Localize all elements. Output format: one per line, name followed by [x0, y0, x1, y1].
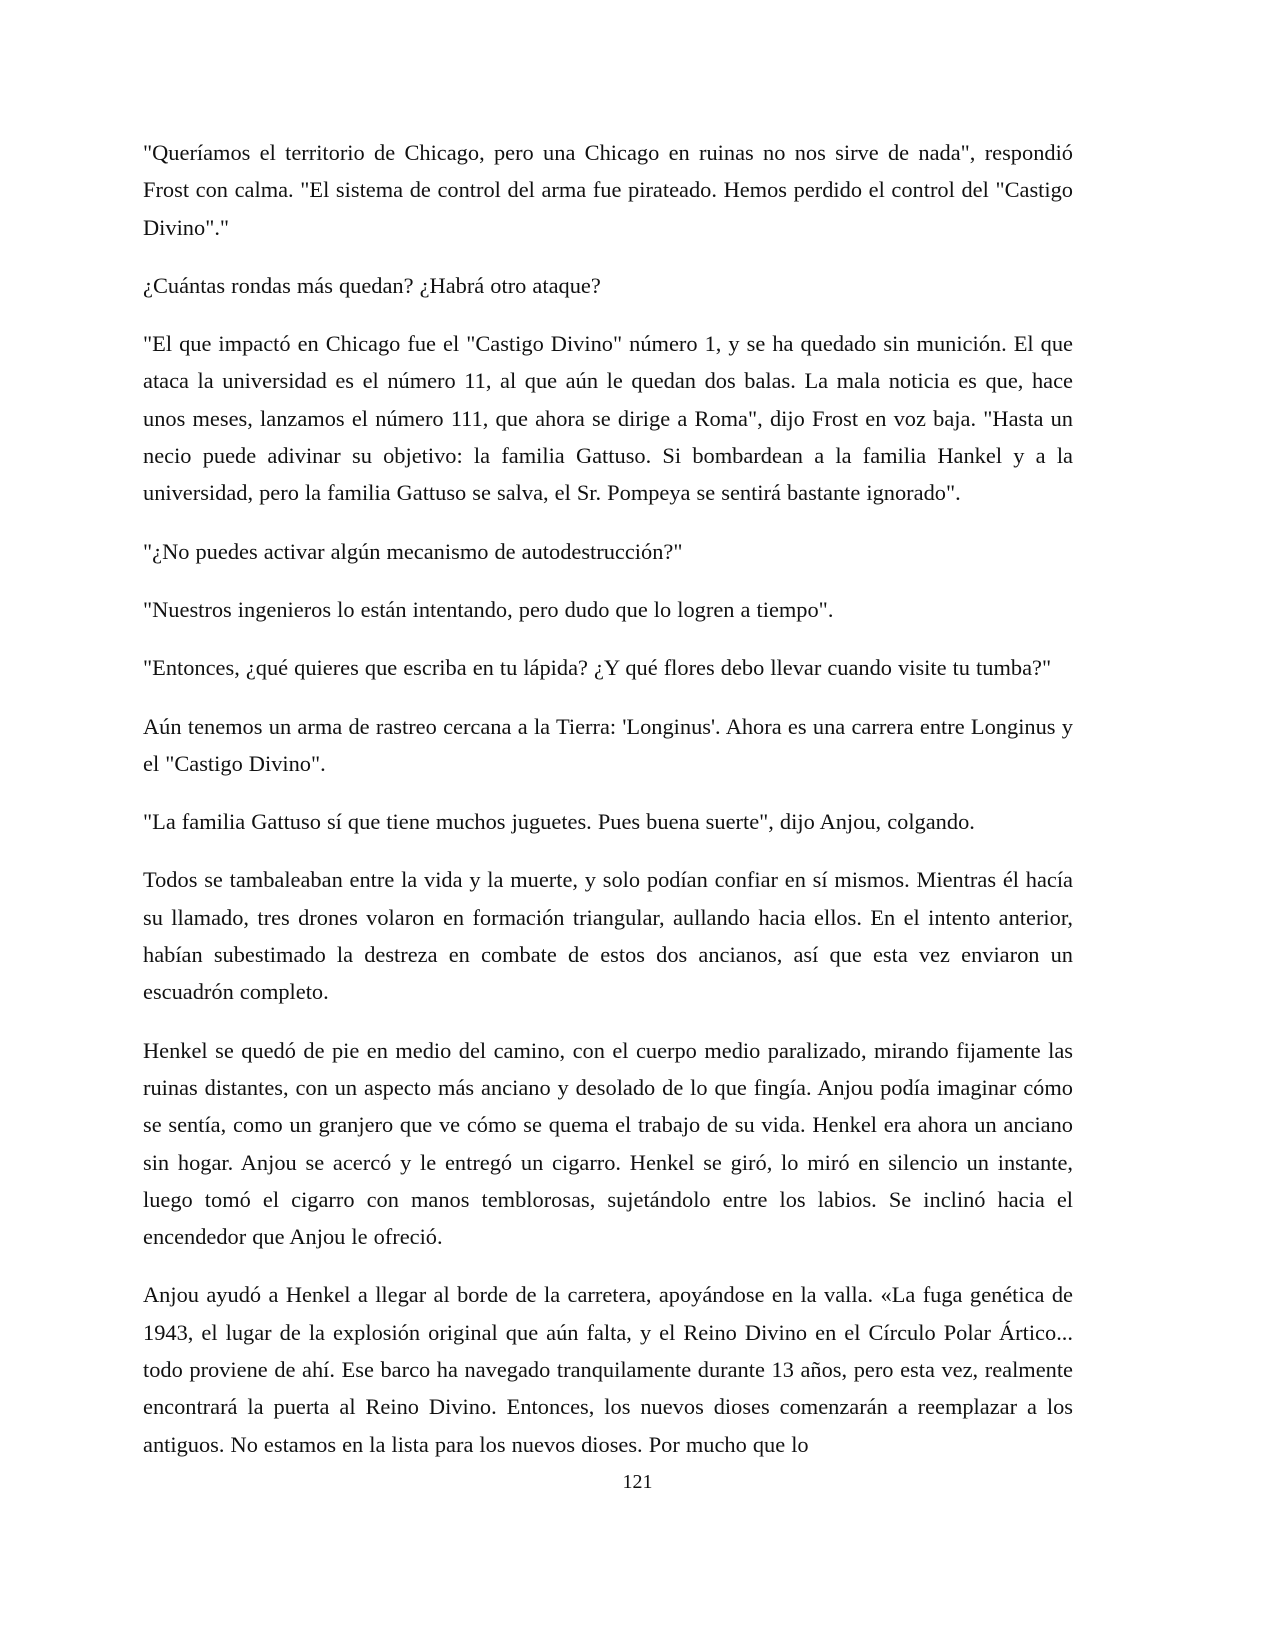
page-number: 121	[622, 1471, 653, 1493]
paragraph: ¿Cuántas rondas más quedan? ¿Habrá otro ataque?	[143, 272, 601, 298]
paragraph: "Queríamos el territorio de Chicago, pero una Chicago en ruinas no nos sirve de nada", respondió Frost con calma. "El sistema de control del arma fue pirateado. Hemos perdido el control del "Castigo Divino"."	[143, 140, 1073, 240]
paragraph: "El que impactó en Chicago fue el "Castigo Divino" número 1, y se ha quedado sin munición. El que ataca la universidad es el número 11, al que aún le quedan dos balas. La mala noticia es que, hace unos meses, lanzamos el número 111, que ahora se dirige a Roma", dijo Frost en voz baja. "Hasta un necio puede adivinar su objetivo: la familia Gattuso. Si bombardean a la familia Hankel y a la universidad, pero la familia Gattuso se salva, el Sr. Pompeya se sentirá bastante ignorado".	[143, 331, 1073, 506]
paragraph: "Nuestros ingenieros lo están intentando, pero dudo que lo logren a tiempo".	[143, 596, 834, 622]
paragraph: Henkel se quedó de pie en medio del camino, con el cuerpo medio paralizado, mirando fijamente las ruinas distantes, con un aspecto más anciano y desolado de lo que fingía. Anjou podía imaginar cómo se sentía, como un granjero que ve cómo se quema el trabajo de su vida. Henkel era ahora un anciano sin hogar. Anjou se acercó y le entregó un cigarro. Henkel se giró, lo miró en silencio un instante, luego tomó el cigarro con manos temblorosas, sujetándolo entre los labios. Se inclinó hacia el encendedor que Anjou le ofreció.	[143, 1037, 1073, 1250]
body-text-column	[143, 134, 1073, 1463]
paragraph: Anjou ayudó a Henkel a llegar al borde de la carretera, apoyándose en la valla. «La fuga genética de 1943, el lugar de la explosión original que aún falta, y el Reino Divino en el Círculo Polar Ártico... todo proviene de ahí. Ese barco ha navegado tranquilamente durante 13 años, pero esta vez, realmente encontrará la puerta al Reino Divino. Entonces, los nuevos dioses comenzarán a reemplazar a los antiguos. No estamos en la lista para los nuevos dioses. Por mucho que lo	[143, 1282, 1073, 1457]
paragraph: "La familia Gattuso sí que tiene muchos juguetes. Pues buena suerte", dijo Anjou, colgando.	[143, 809, 975, 835]
paragraph: "¿No puedes activar algún mecanismo de autodestrucción?"	[143, 538, 683, 564]
paragraph: Todos se tambaleaban entre la vida y la muerte, y solo podían confiar en sí mismos. Mientras él hacía su llamado, tres drones volaron en formación triangular, aullando hacia ellos. En el intento anterior, habían subestimado la destreza en combate de estos dos ancianos, así que esta vez enviaron un escuadrón completo.	[143, 867, 1073, 1005]
paragraph: "Entonces, ¿qué quieres que escriba en tu lápida? ¿Y qué flores debo llevar cuando visite tu tumba?"	[143, 655, 1052, 681]
paragraph: Aún tenemos un arma de rastreo cercana a la Tierra: 'Longinus'. Ahora es una carrera entre Longinus y el "Castigo Divino".	[143, 713, 1073, 776]
